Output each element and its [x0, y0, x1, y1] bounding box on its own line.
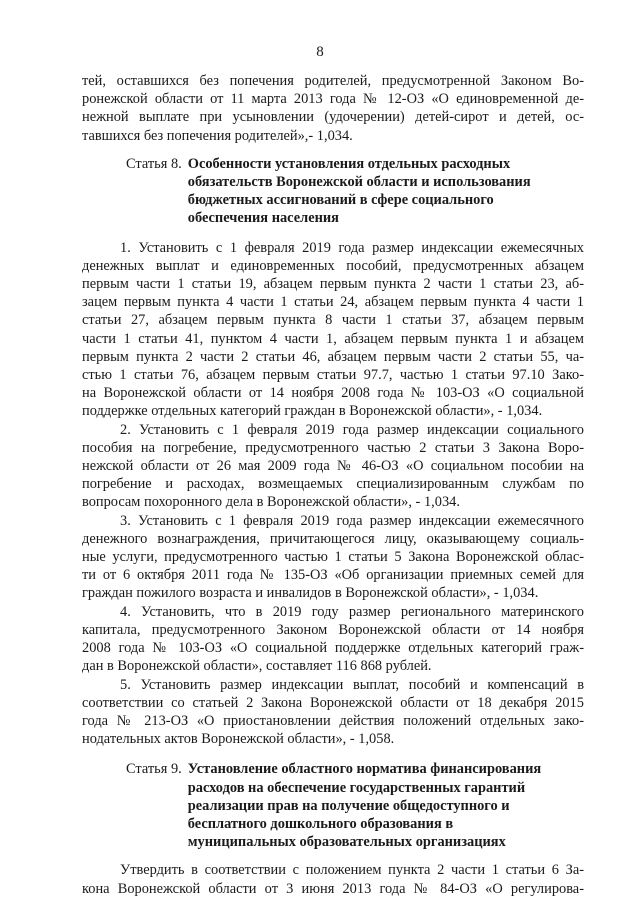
text-line: поддержке отдельных категорий граждан в Воронежской области», - 1,034. [82, 403, 543, 420]
text-line: погребение и расходах, возмещаемых специализированным службам по [82, 476, 584, 493]
text-line: вопросам похоронного дела в Воронежской области», - 1,034. [82, 494, 460, 511]
text-line: нодательных актов Воронежской области», - 1,058. [82, 731, 395, 748]
title-line: обязательств Воронежской области и использования [187, 174, 531, 191]
text-line: статьи 27, абзацем первым пункта 8 части 1 статьи 37, абзацем первым [82, 312, 584, 329]
page-number: 8 [316, 44, 324, 60]
text-line: 2. Установить с 1 февраля 2019 года размер индексации социального [120, 421, 584, 438]
text-line: ронежской области от 11 марта 2013 года № 12-ОЗ «О единовременной де- [82, 91, 584, 108]
text-line: 2008 года № 103-ОЗ «О социальной поддержке отдельных категорий граж- [82, 640, 584, 657]
title-line: обеспечения населения [187, 210, 339, 227]
text-line: кона Воронежской области от 3 июня 2013 года № 84-ОЗ «О регулирова- [82, 880, 584, 897]
title-line: расходов на обеспечение государственных гарантий [187, 779, 526, 796]
article-title [188, 760, 541, 851]
article-label: Статья 9. [126, 761, 182, 778]
text-line: тавшихся без попечения родителей»,- 1,034. [82, 127, 353, 144]
text-line: тей, оставшихся без попечения родителей, предусмотренной Законом Во- [82, 73, 584, 89]
text-line: пособия на погребение, предусмотренного частью 2 статьи 3 Закона Воро- [82, 439, 584, 456]
text-line: на Воронежской области от 14 ноября 2008 года № 103-ОЗ «О социальной [82, 385, 584, 402]
text-line: нежской области от 26 мая 2009 года № 46-ОЗ «О социальном пособии на [82, 458, 584, 475]
article-9-heading [82, 760, 584, 851]
article-8-paragraph-5 [82, 676, 584, 749]
article-8-paragraph-4 [82, 603, 584, 676]
title-line: муниципальных образовательных организациях [187, 834, 506, 851]
article-label: Статья 8. [126, 155, 182, 172]
text-line: первым части 1 статьи 19, абзацем первым пункта 2 части 1 статьи 23, аб- [82, 276, 584, 293]
text-line: 4. Установить, что в 2019 году размер регионального материнского [120, 603, 584, 620]
article-9-paragraph [82, 861, 584, 897]
article-title [188, 155, 531, 228]
title-line: Установление областного норматива финансирования [187, 761, 542, 778]
text-line: нежной выплате при усыновлении (удочерении) детей-сирот и детей, ос- [82, 109, 584, 126]
text-line: ные услуги, предусмотренного частью 1 статьи 5 Закона Воронежской облас- [82, 549, 584, 566]
text-line: Утвердить в соответствии с положением пункта 2 части 1 статьи 6 За- [120, 862, 584, 879]
title-line: Особенности установления отдельных расходных [187, 155, 511, 172]
text-line: части 1 статьи 41, пунктом 4 части 1, абзацем первым пункта 1 и абзацем [82, 330, 584, 347]
text-line: 1. Установить с 1 февраля 2019 года размер индексации ежемесячных [120, 239, 584, 256]
text-line: стью 1 статьи 76, абзацем первым статьи 97.7, частью 1 статьи 97.10 Зако- [82, 367, 584, 384]
title-line: бесплатного дошкольного образования в [187, 815, 454, 832]
intro-paragraph [82, 72, 584, 145]
text-line: 3. Установить с 1 февраля 2019 года размер индексации ежемесячного [120, 512, 584, 529]
text-line: 5. Установить размер индексации выплат, пособий и компенсаций в [120, 676, 584, 693]
text-line: зацем первым пункта 4 части 1 статьи 24, абзацем первым пункта 4 части 1 [82, 294, 584, 311]
article-8-paragraph-1 [82, 239, 584, 421]
article-8-heading [82, 155, 584, 228]
text-line: ти от 6 октября 2011 года № 135-ОЗ «Об организации приемных семей для [82, 567, 584, 584]
article-8-paragraph-3 [82, 512, 584, 603]
text-line: капитала, предусмотренного Законом Воронежской области от 14 ноября [82, 621, 584, 638]
text-line: денежных выплат и единовременных пособий, предусмотренных абзацем [82, 257, 584, 274]
document-body [82, 72, 584, 898]
text-line: дан в Воронежской области», составляет 116 868 рублей. [82, 658, 432, 675]
text-line: первым пункта 2 части 2 статьи 46, абзацем первым части 2 статьи 55, ча- [82, 348, 584, 365]
text-line: года № 213-ОЗ «О приостановлении действия положений отдельных зако- [82, 712, 584, 729]
text-line: соответствии со статьей 2 Закона Воронежской области от 18 декабря 2015 [82, 694, 584, 711]
text-line: денежного вознаграждения, причитающегося лицу, оказывающему социаль- [82, 530, 584, 547]
title-line: реализации прав на получение общедоступного и [187, 797, 510, 814]
article-8-paragraph-2 [82, 421, 584, 512]
title-line: бюджетных ассигнований в сфере социального [187, 192, 494, 209]
text-line: граждан пожилого возраста и инвалидов в Воронежской области», - 1,034. [82, 585, 539, 602]
